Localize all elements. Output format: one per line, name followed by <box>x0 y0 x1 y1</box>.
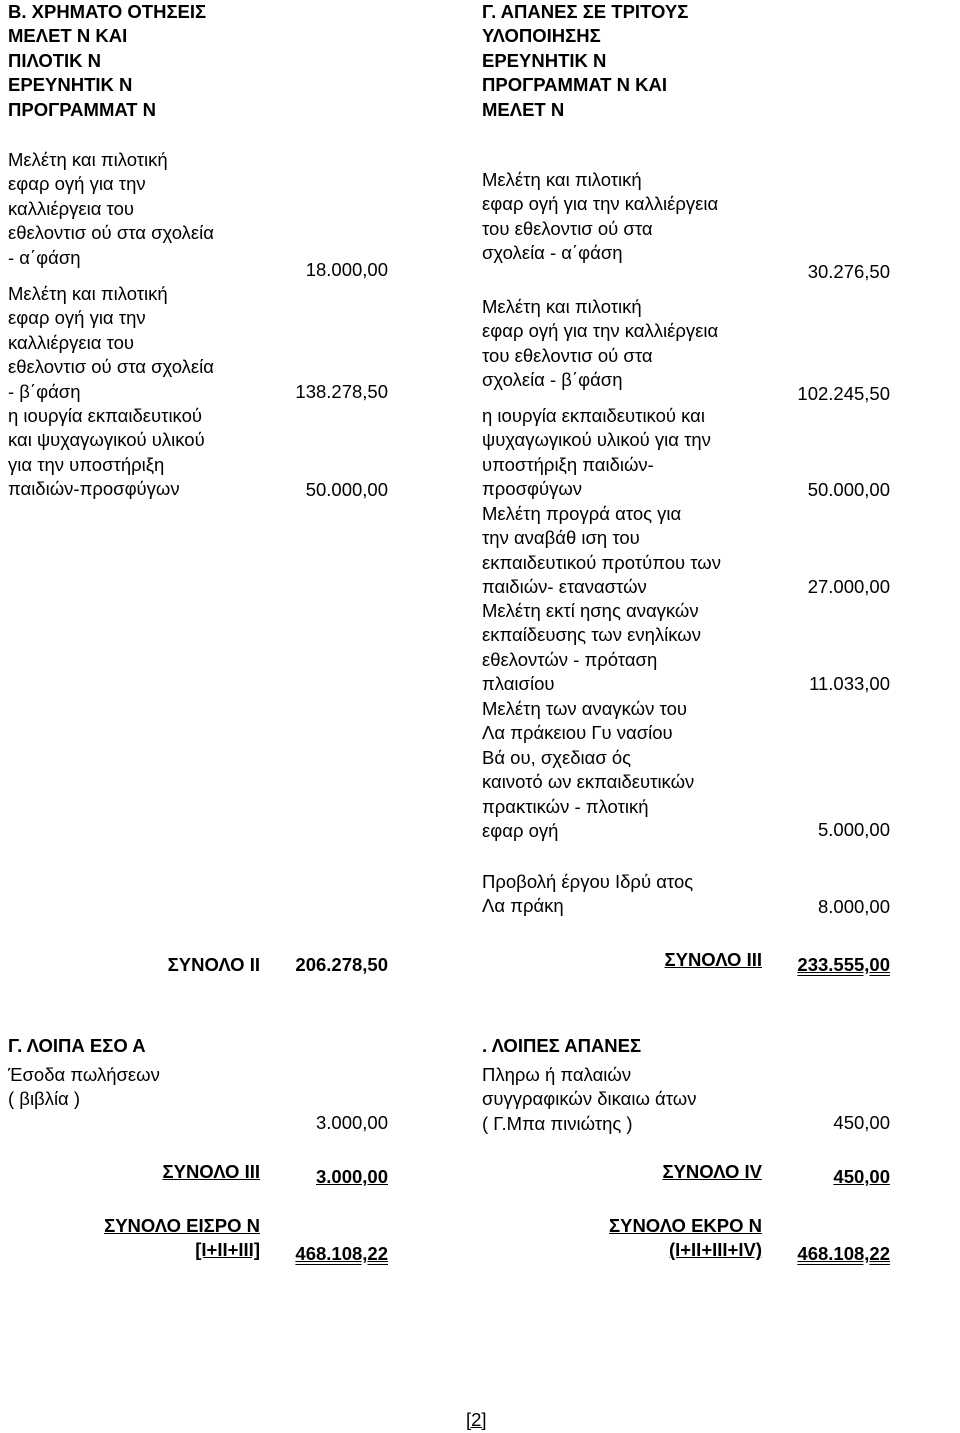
left-item-amount: 50.000,00 <box>305 479 388 500</box>
other-income-heading: Γ. ΛΟΙΠΑ ΕΣΟ Α <box>8 1035 146 1056</box>
right-item-amount: 30.276,50 <box>807 261 890 282</box>
other-income-item-label: Έσοδα πωλήσεων ( βιβλία ) <box>8 1064 160 1110</box>
left-item-amount: 138.278,50 <box>295 381 388 402</box>
left-section-heading: Β. ΧΡΗΜΑΤΟ ΟΤΗΣΕΙΣ ΜΕΛΕΤ Ν ΚΑΙ ΠΙΛΟΤΙΚ Ν ΕΡΕΥΝΗΤΙΚ Ν ΠΡΟΓΡΑΜΜΑΤ Ν <box>8 1 207 120</box>
other-expenses-item-label: Πληρω ή παλαιών συγγραφικών δικαιω άτων ( Γ.Μπα πινιώτης ) <box>482 1064 697 1134</box>
grand-total-income-label: ΣΥΝΟΛΟ ΕΙΣΡΟ Ν [Ι+ΙΙ+ΙΙΙ] <box>104 1215 260 1261</box>
right-item-amount: 11.033,00 <box>809 673 890 694</box>
right-item-label: Μελέτη και πιλοτική εφαρ ογή για την καλλιέργεια του εθελοντισ ού στα σχολεία - β΄φάση <box>482 296 719 391</box>
right-item-label: Μελέτη προγρά ατος για την αναβάθ ιση του εκπαιδευτικού προτύπου των παιδιών- εταναστών <box>482 503 721 598</box>
page-number: [2] <box>466 1409 487 1430</box>
left-item-label: η ιουργία εκπαιδευτικού και ψυχαγωγικού υλικού για την υποστήριξη παιδιών-προσφύγων <box>8 405 205 500</box>
right-item-label: Μελέτη των αναγκών του Λα πράκειου Γυ νασίου Βά ου, σχεδιασ ός καινοτό ων εκπαιδευτικών πρακτικών - πλοτική εφαρ ογή <box>482 698 695 842</box>
right-item-amount: 8.000,00 <box>817 896 890 917</box>
left-total-label: ΣΥΝΟΛΟ ΙΙ <box>167 954 260 975</box>
grand-total-expenses-label: ΣΥΝΟΛΟ ΕΚΡΟ Ν (Ι+ΙΙ+ΙΙΙ+ΙV) <box>609 1215 762 1261</box>
right-item-amount: 5.000,00 <box>817 819 890 840</box>
other-income-total-label: ΣΥΝΟΛΟ ΙΙΙ <box>162 1161 260 1182</box>
left-item-amount: 18.000,00 <box>305 259 388 280</box>
other-expenses-total-amount: 450,00 <box>833 1166 890 1187</box>
left-item-label: Μελέτη και πιλοτική εφαρ ογή για την καλλιέργεια του εθελοντισ ού στα σχολεία - β΄φάση <box>8 283 214 402</box>
other-income-item-amount: 3.000,00 <box>315 1112 388 1133</box>
grand-total-income-amount: 468.108,22 <box>295 1243 388 1264</box>
right-section-heading: Γ. ΑΠΑΝΕΣ ΣΕ ΤΡΙΤΟΥΣ ΥΛΟΠΟΙΗΣΗΣ ΕΡΕΥΝΗΤΙΚ Ν ΠΡΟΓΡΑΜΜΑΤ Ν ΚΑΙ ΜΕΛΕΤ Ν <box>482 1 689 120</box>
right-total-amount: 233.555,00 <box>797 954 890 975</box>
right-item-label: Μελέτη και πιλοτική εφαρ ογή για την καλλιέργεια του εθελοντισ ού στα σχολεία - α΄φάση <box>482 169 719 264</box>
right-item-amount: 50.000,00 <box>807 479 890 500</box>
right-item-label: η ιουργία εκπαιδευτικού και ψυχαγωγικού υλικού για την υποστήριξη παιδιών- προσφύγων <box>482 405 711 500</box>
grand-total-expenses-amount: 468.108,22 <box>797 1243 890 1264</box>
right-item-label: Μελέτη εκτί ησης αναγκών εκπαίδευσης των ενηλίκων εθελοντών - πρόταση πλαισίου <box>482 600 701 695</box>
other-expenses-total-label: ΣΥΝΟΛΟ ΙV <box>662 1161 762 1182</box>
other-expenses-item-amount: 450,00 <box>833 1112 890 1133</box>
left-total-amount: 206.278,50 <box>295 954 388 975</box>
right-total-label: ΣΥΝΟΛΟ ΙΙΙ <box>664 949 762 970</box>
right-item-amount: 102.245,50 <box>797 383 890 404</box>
right-item-label: Προβολή έργου Ιδρύ ατος Λα πράκη <box>482 871 694 917</box>
other-expenses-heading: . ΛΟΙΠΕΣ ΑΠΑΝΕΣ <box>482 1035 642 1056</box>
left-item-label: Μελέτη και πιλοτική εφαρ ογή για την καλλιέργεια του εθελοντισ ού στα σχολεία - α΄φάση <box>8 149 214 268</box>
right-item-amount: 27.000,00 <box>807 576 890 597</box>
other-income-total-amount: 3.000,00 <box>315 1166 388 1187</box>
